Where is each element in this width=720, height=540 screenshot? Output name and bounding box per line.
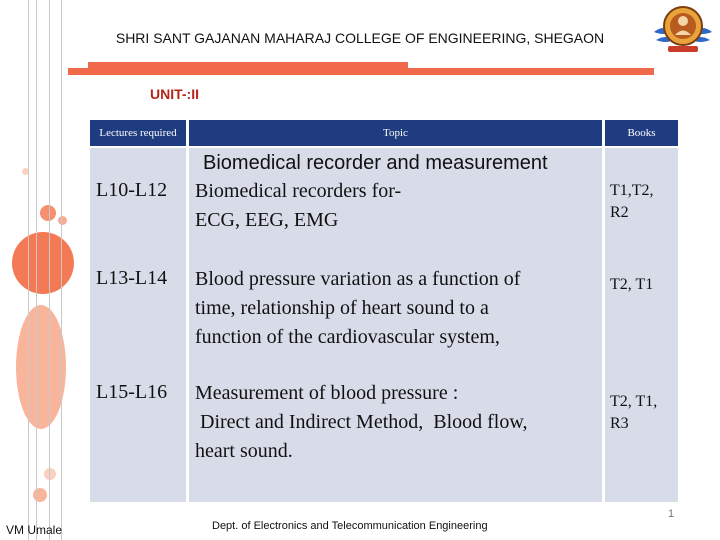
decorative-line	[61, 0, 62, 540]
column-header-topic	[189, 120, 602, 146]
row-1-topic-line: ECG, EEG, EMG	[195, 209, 339, 231]
column-header-label: Books	[627, 127, 656, 139]
row-1-books: T1,T2,	[610, 182, 654, 199]
row-1-heading: Biomedical recorder and measurement	[203, 152, 548, 174]
header-divider-bar	[68, 68, 654, 75]
decorative-line	[28, 0, 29, 540]
decorative-circle	[58, 216, 67, 225]
decorative-line	[36, 0, 37, 540]
row-2-books: T2, T1	[610, 276, 654, 293]
college-emblem-icon	[650, 2, 716, 56]
author-label: VM Umale	[6, 523, 63, 537]
column-separator	[602, 148, 605, 502]
row-3-books: T2, T1,	[610, 393, 658, 410]
row-1-lectures: L10-L12	[96, 179, 168, 201]
row-2-topic-line: time, relationship of heart sound to a	[195, 297, 489, 319]
decorative-circle	[12, 232, 74, 294]
decorative-line	[49, 0, 50, 540]
department-label: Dept. of Electronics and Telecommunication Engineering	[212, 520, 488, 532]
unit-label: UNIT-:II	[150, 86, 199, 102]
row-3-topic-line: Direct and Indirect Method, Blood flow,	[195, 411, 528, 433]
row-3-topic-line: Measurement of blood pressure :	[195, 382, 459, 404]
row-3-topic-line: heart sound.	[195, 440, 293, 462]
column-header-books	[605, 120, 678, 146]
column-header-label: Lectures required	[99, 127, 177, 139]
college-title: SHRI SANT GAJANAN MAHARAJ COLLEGE OF ENGINEERING, SHEGAON	[115, 30, 605, 46]
row-2-topic-line: Blood pressure variation as a function of	[195, 268, 521, 290]
row-3-lectures: L15-L16	[96, 381, 168, 403]
row-3-books: R3	[610, 415, 629, 432]
row-1-topic-line: Biomedical recorders for-	[195, 180, 402, 202]
row-2-lectures: L13-L14	[96, 267, 168, 289]
decorative-circle	[44, 468, 56, 480]
row-2-topic-line: function of the cardiovascular system,	[195, 326, 500, 348]
column-header-label: Topic	[383, 127, 408, 139]
decorative-circle	[16, 305, 66, 429]
decorative-circle	[40, 205, 56, 221]
column-separator	[186, 148, 189, 502]
page-number: 1	[668, 508, 675, 520]
column-header-lectures	[90, 120, 186, 146]
row-1-books: R2	[610, 204, 629, 221]
